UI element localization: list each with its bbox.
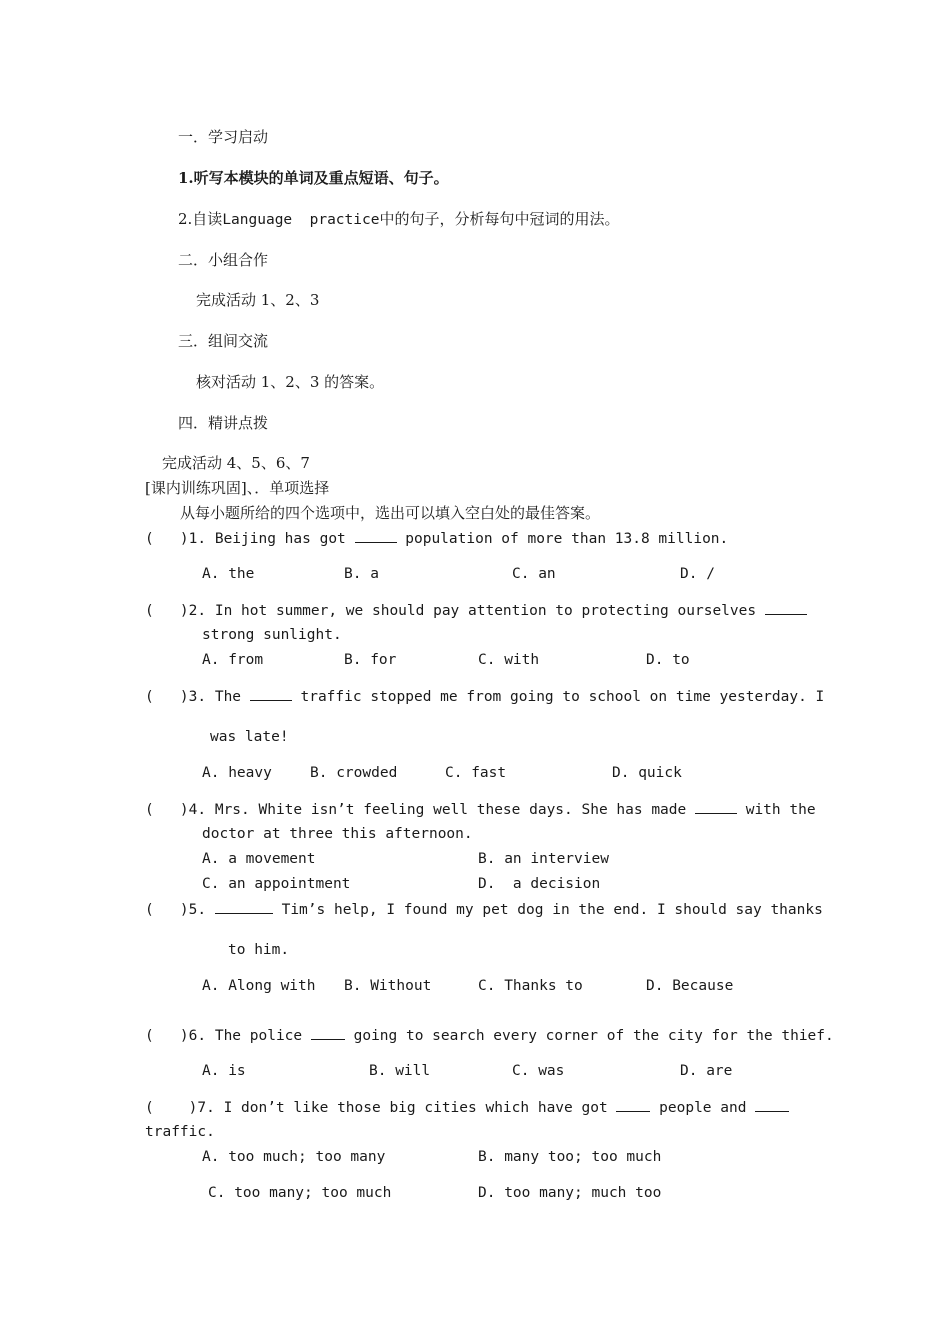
question-4-stem-cont: doctor at three this afternoon.: [202, 826, 473, 842]
question-7-option-c: C. too many; too much: [208, 1185, 392, 1201]
question-2-option-b: B. for: [344, 652, 397, 668]
answer-bracket[interactable]: ( ): [145, 531, 189, 547]
question-5-option-b: B. Without: [344, 978, 432, 994]
question-5-option-c: C. Thanks to: [478, 978, 583, 994]
question-6-option-b: B. will: [369, 1063, 431, 1079]
item-2-suffix: 中的句子，分析每句中冠词的用法。: [379, 210, 620, 228]
question-5-stem-cont: to him.: [228, 942, 290, 958]
section-3-body: 核对活动 1、2、3 的答案。: [196, 373, 385, 391]
instruction: 从每小题所给的四个选项中，选出可以填入空白处的最佳答案。: [180, 504, 601, 522]
question-1-option-a: A. the: [202, 566, 255, 582]
question-5-option-d: D. Because: [646, 978, 734, 994]
question-2-option-a: A. from: [202, 652, 264, 668]
section-1-item-1: 1.听写本模块的单词及重点短语、句子。: [178, 169, 449, 187]
question-4-option-b: B. an interview: [478, 851, 609, 867]
section-2-title: 二．小组合作: [178, 251, 269, 269]
question-2-option-c: C. with: [478, 652, 540, 668]
question-3-option-d: D. quick: [612, 765, 682, 781]
question-1-stem: ( )1. Beijing has got population of more than 13.8 million.: [145, 528, 728, 549]
question-4-option-c: C. an appointment: [202, 876, 351, 892]
answer-blank: [311, 1025, 345, 1040]
answer-bracket[interactable]: ( ): [145, 1028, 189, 1044]
question-3-option-b: B. crowded: [310, 765, 398, 781]
question-5-option-a: A. Along with: [202, 978, 316, 994]
question-7-option-a: A. too much; too many: [202, 1149, 386, 1165]
question-1-option-d: D. /: [680, 566, 715, 582]
question-6-option-c: C. was: [512, 1063, 565, 1079]
answer-blank: [250, 686, 292, 701]
section-4-title: 四．精讲点拨: [178, 414, 269, 432]
section-3-title: 三．组间交流: [178, 332, 269, 350]
answer-bracket[interactable]: ( ): [145, 689, 189, 705]
section-2-body: 完成活动 1、2、3: [196, 291, 320, 309]
answer-blank: [695, 799, 737, 814]
practice-title: [课内训练巩固]、．单项选择: [145, 479, 330, 497]
question-1-option-b: B. a: [344, 566, 379, 582]
question-3-stem: ( )3. The traffic stopped me from going to school on time yesterday. I: [145, 686, 824, 707]
answer-bracket[interactable]: ( ): [145, 1100, 198, 1116]
section-1-item-2: [178, 209, 619, 230]
question-5-stem: ( )5. Tim’s help, I found my pet dog in the end. I should say thanks: [145, 899, 823, 920]
question-7-option-b: B. many too; too much: [478, 1149, 662, 1165]
question-3-option-c: C. fast: [445, 765, 507, 781]
answer-blank: [215, 899, 273, 914]
section-1-title: 一．学习启动: [178, 128, 269, 146]
question-3-option-a: A. heavy: [202, 765, 272, 781]
answer-blank: [355, 528, 397, 543]
answer-bracket[interactable]: ( ): [145, 603, 189, 619]
section-4-body: 完成活动 4、5、6、7: [162, 454, 310, 472]
question-1-option-c: C. an: [512, 566, 556, 582]
question-4-stem: ( )4. Mrs. White isn’t feeling well these days. She has made with the: [145, 799, 816, 820]
item-2-english: Language practice: [222, 212, 380, 228]
answer-bracket[interactable]: ( ): [145, 802, 189, 818]
question-6-stem: ( )6. The police going to search every corner of the city for the thief.: [145, 1025, 834, 1046]
question-6-option-d: D. are: [680, 1063, 733, 1079]
question-2-stem: ( )2. In hot summer, we should pay attention to protecting ourselves: [145, 600, 807, 621]
question-2-option-d: D. to: [646, 652, 690, 668]
question-4-option-a: A. a movement: [202, 851, 316, 867]
answer-blank: [765, 600, 807, 615]
answer-bracket[interactable]: ( ): [145, 902, 189, 918]
question-7-stem: ( )7. I don’t like those big cities which have got people and: [145, 1097, 789, 1118]
item-2-prefix: 2.自读: [178, 210, 223, 228]
question-7-option-d: D. too many; much too: [478, 1185, 662, 1201]
question-6-option-a: A. is: [202, 1063, 246, 1079]
question-4-option-d: D. a decision: [478, 876, 601, 892]
question-7-stem-cont: traffic.: [145, 1124, 215, 1140]
question-2-stem-cont: strong sunlight.: [202, 627, 342, 643]
answer-blank: [755, 1097, 789, 1112]
answer-blank: [616, 1097, 650, 1112]
question-3-stem-cont: was late!: [210, 729, 289, 745]
